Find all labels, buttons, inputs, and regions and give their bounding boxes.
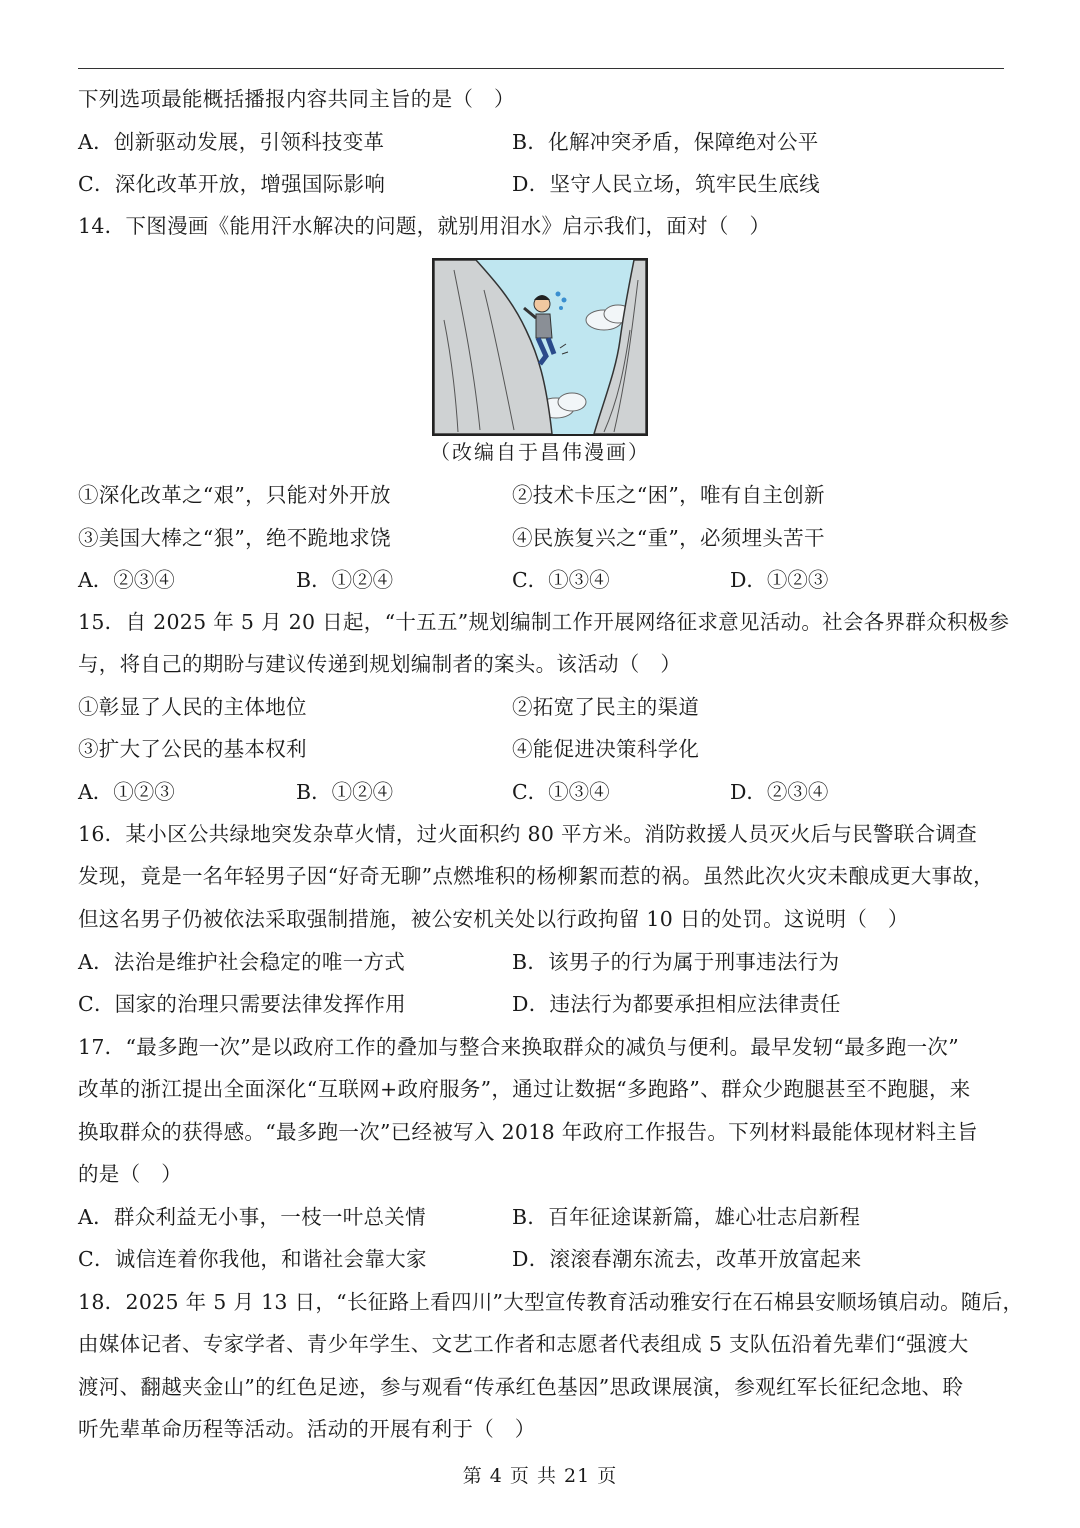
q14-stem: 14．下图漫画《能用汗水解决的问题，就别用泪水》启示我们，面对（ ） <box>78 214 771 238</box>
q15-statement-2: ②拓宽了民主的渠道 <box>512 695 700 719</box>
q17-line-4: 的是（ ） <box>78 1162 182 1186</box>
cartoon-illustration <box>434 260 646 434</box>
q17-line-2: 改革的浙江提出全面深化“互联网+政府服务”，通过让数据“多跑路”、群众少跑腿甚至不跑腿，来 <box>78 1077 971 1101</box>
q16-line-1: 16．某小区公共绿地突发杂草火情，过火面积约 80 平方米。消防救援人员灭火后与民警联合调查 <box>78 822 978 846</box>
q17-option-c: C．诚信连着你我他，和谐社会靠大家 <box>78 1247 427 1271</box>
cartoon-caption: （改编自于昌伟漫画） <box>430 440 650 464</box>
q13-stem: 下列选项最能概括播报内容共同主旨的是（ ） <box>78 87 515 111</box>
q16-option-a: A．法治是维护社会稳定的唯一方式 <box>78 950 406 974</box>
q16-option-c: C．国家的治理只需要法律发挥作用 <box>78 992 406 1016</box>
q13-option-d: D．坚守人民立场，筑牢民生底线 <box>512 172 820 196</box>
q15-statement-3: ③扩大了公民的基本权利 <box>78 737 307 761</box>
q14-statement-2: ②技术卡压之“困”，唯有自主创新 <box>512 483 825 507</box>
q18-line-4: 听先辈革命历程等活动。活动的开展有利于（ ） <box>78 1417 536 1441</box>
q14-option-c: C．①③④ <box>512 568 610 592</box>
q16-line-2: 发现，竟是一名年轻男子因“好奇无聊”点燃堆积的杨柳絮而惹的祸。虽然此次火灾未酿成更大事故， <box>78 864 994 888</box>
q17-line-1: 17．“最多跑一次”是以政府工作的叠加与整合来换取群众的减负与便利。最早发轫“最多跑一次” <box>78 1035 960 1059</box>
q13-option-b: B．化解冲突矛盾，保障绝对公平 <box>512 130 819 154</box>
q14-option-d: D．①②③ <box>730 568 829 592</box>
q15-option-c: C．①③④ <box>512 780 610 804</box>
q16-option-b: B．该男子的行为属于刑事违法行为 <box>512 950 840 974</box>
q17-option-d: D．滚滚春潮东流去，改革开放富起来 <box>512 1247 862 1271</box>
q14-option-b: B．①②④ <box>296 568 394 592</box>
q17-option-a: A．群众利益无小事，一枝一叶总关情 <box>78 1205 426 1229</box>
q17-option-b: B．百年征途谋新篇，雄心壮志启新程 <box>512 1205 861 1229</box>
q13-option-a: A．创新驱动发展，引领科技变革 <box>78 130 385 154</box>
q14-option-a: A．②③④ <box>78 568 175 592</box>
q18-line-1: 18．2025 年 5 月 13 日，“长征路上看四川”大型宣传教育活动雅安行在石棉县安顺场镇启动。随后， <box>78 1290 1024 1314</box>
q15-statement-1: ①彰显了人民的主体地位 <box>78 695 307 719</box>
page-number-footer: 第 4 页 共 21 页 <box>462 1465 618 1487</box>
cartoon-climber-image <box>432 258 648 436</box>
q14-statement-1: ①深化改革之“艰”，只能对外开放 <box>78 483 391 507</box>
q15-statement-4: ④能促进决策科学化 <box>512 737 700 761</box>
q18-line-2: 由媒体记者、专家学者、青少年学生、文艺工作者和志愿者代表组成 5 支队伍沿着先辈们“强渡大 <box>78 1332 969 1356</box>
q15-option-b: B．①②④ <box>296 780 394 804</box>
q18-line-3: 渡河、翻越夹金山”的红色足迹，参与观看“传承红色基因”思政课展演，参观红军长征纪念地、聆 <box>78 1375 964 1399</box>
q17-line-3: 换取群众的获得感。“最多跑一次”已经被写入 2018 年政府工作报告。下列材料最能体现材料主旨 <box>78 1120 978 1144</box>
q15-line-2: 与，将自己的期盼与建议传递到规划编制者的案头。该活动（ ） <box>78 652 682 676</box>
q15-option-a: A．①②③ <box>78 780 175 804</box>
q15-option-d: D．②③④ <box>730 780 829 804</box>
q14-statement-4: ④民族复兴之“重”，必须埋头苦干 <box>512 526 825 550</box>
q14-statement-3: ③美国大棒之“狠”，绝不跪地求饶 <box>78 526 391 550</box>
q15-line-1: 15．自 2025 年 5 月 20 日起，“十五五”规划编制工作开展网络征求意见活动。社会各界群众积极参 <box>78 610 1010 634</box>
q16-option-d: D．违法行为都要承担相应法律责任 <box>512 992 841 1016</box>
q13-option-c: C．深化改革开放，增强国际影响 <box>78 172 386 196</box>
header-rule <box>78 68 1004 69</box>
q16-line-3: 但这名男子仍被依法采取强制措施，被公安机关处以行政拘留 10 日的处罚。这说明（ ） <box>78 907 909 931</box>
